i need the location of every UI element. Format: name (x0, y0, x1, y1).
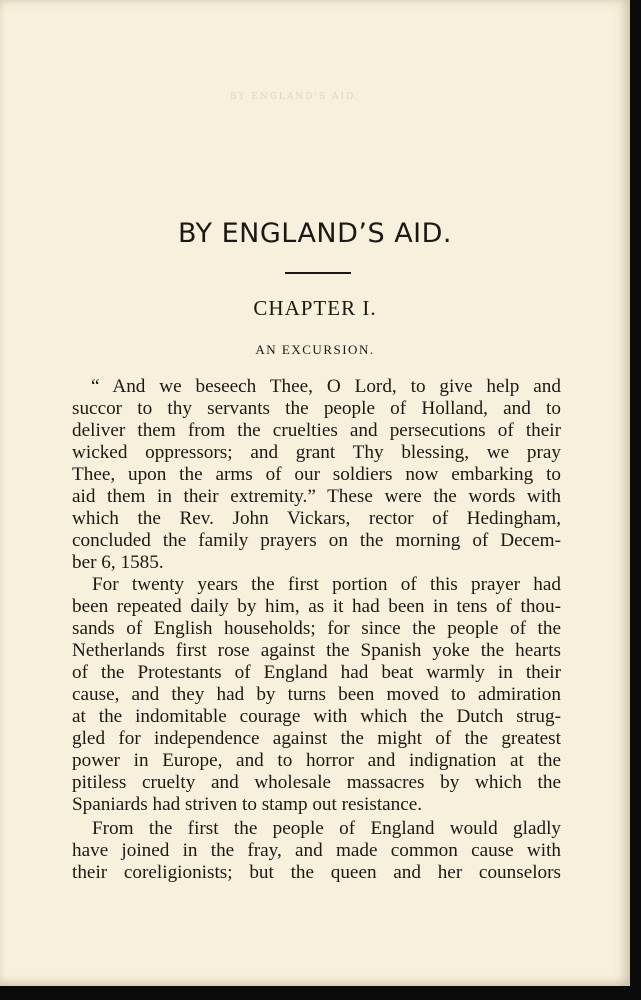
text-line: at the indomitable courage with which the Dutch strug- (72, 706, 561, 727)
text-line: power in Europe, and to horror and indignation at the (72, 750, 561, 771)
text-line: sands of English households; for since the people of the (72, 618, 561, 639)
title-rule (285, 272, 351, 274)
text-line: been repeated daily by him, as it had been in tens of thou- (72, 596, 561, 617)
text-line: Thee, upon the arms of our soldiers now embarking to (72, 464, 561, 485)
text-line: gled for independence against the might of the greatest (72, 728, 561, 749)
book-title: BY ENGLAND’S AID. (177, 218, 453, 249)
chapter-heading: CHAPTER I. (253, 296, 377, 320)
bleed-through-running-head: BY ENGLAND'S AID. (230, 92, 360, 102)
text-line: aid them in their extremity.” These were the words with (72, 486, 561, 507)
text-line: cause, and they had by turns been moved to admiration (72, 684, 561, 705)
chapter-subtitle: AN EXCURSION. (255, 342, 375, 357)
text-line: have joined in the fray, and made common cause with (72, 840, 561, 861)
text-line: ber 6, 1585. (72, 552, 164, 573)
text-line: “ And we beseech Thee, O Lord, to give help and (91, 376, 561, 397)
text-line: wicked oppressors; and grant Thy blessing, we pray (72, 442, 561, 463)
text-line: deliver them from the cruelties and persecutions of their (72, 420, 561, 441)
text-line: of the Protestants of England had beat warmly in their (72, 662, 561, 683)
text-line: Spaniards had striven to stamp out resistance. (72, 794, 423, 815)
text-line: concluded the family prayers on the morning of Decem- (72, 530, 561, 551)
text-line: For twenty years the first portion of this prayer had (92, 574, 561, 595)
text-line: Netherlands first rose against the Spanish yoke the hearts (72, 640, 561, 661)
text-line: their coreligionists; but the queen and her counselors (72, 862, 561, 883)
text-line: succor to thy servants the people of Holland, and to (72, 398, 561, 419)
text-line: which the Rev. John Vickars, rector of Hedingham, (72, 508, 561, 529)
text-line: pitiless cruelty and wholesale massacres by which the (72, 772, 561, 793)
text-line: From the first the people of England would gladly (92, 818, 561, 839)
